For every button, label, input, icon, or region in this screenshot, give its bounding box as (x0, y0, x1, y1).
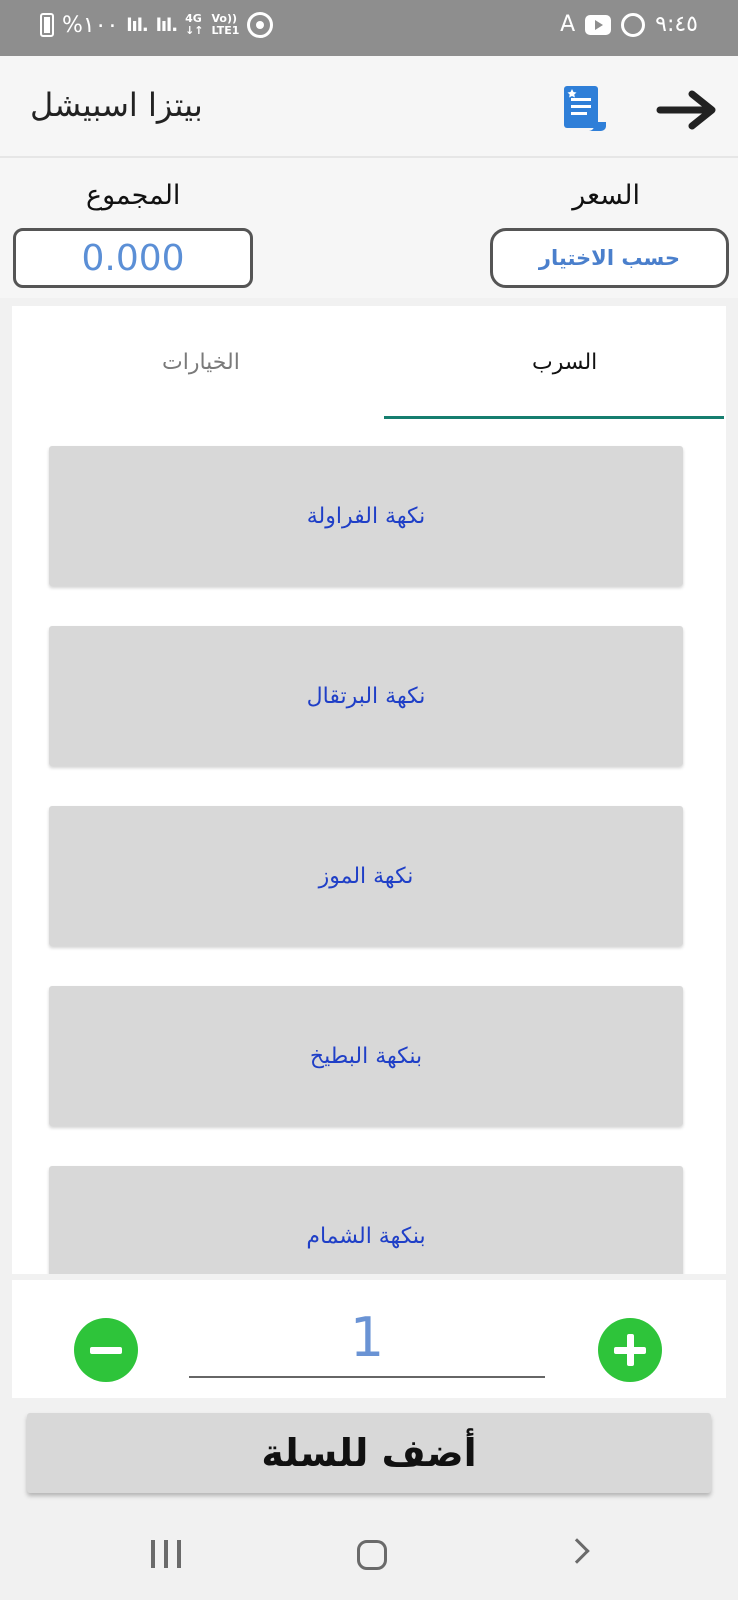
hotspot-icon (247, 12, 273, 38)
home-icon[interactable] (357, 1540, 387, 1570)
option-item[interactable]: نكهة البرتقال (49, 626, 683, 766)
status-bar (0, 0, 738, 56)
option-item[interactable]: بنكهة البطيخ (49, 986, 683, 1126)
minus-button[interactable] (74, 1318, 138, 1382)
back-icon[interactable] (564, 1538, 589, 1563)
status-time: ٩:٤٥ (655, 12, 698, 37)
battery-percent: %١٠٠ (62, 12, 119, 38)
price-label: السعر (572, 180, 640, 211)
signal-icon-2: lıl. (155, 14, 178, 36)
battery-icon (40, 13, 54, 37)
network-type: 4G ↓↑ (185, 12, 204, 37)
option-item[interactable]: نكهة الفراولة (49, 446, 683, 586)
text-size-icon: A (560, 12, 576, 37)
arrow-right-icon[interactable] (656, 88, 718, 132)
tab-indicator (384, 416, 724, 419)
volte-indicator: Vo)) LTE1 (211, 12, 240, 37)
quantity-stepper (12, 1280, 726, 1398)
add-to-cart-button[interactable]: أضف للسلة (27, 1413, 711, 1493)
receipt-icon[interactable] (562, 84, 608, 132)
total-value: 0.000 (13, 228, 253, 288)
recents-icon[interactable] (151, 1540, 181, 1568)
option-item[interactable]: بنكهة الشمام (49, 1166, 683, 1274)
status-right (560, 12, 698, 37)
tab-group[interactable]: السرب (532, 350, 598, 375)
whatsapp-icon (621, 13, 645, 37)
options-panel (12, 306, 726, 1274)
page-title: بيتزا اسبيشل (30, 86, 203, 124)
quantity-input[interactable] (189, 1298, 545, 1378)
total-label: المجموع (86, 180, 181, 211)
system-nav-bar (0, 1512, 738, 1600)
app-bar (0, 56, 738, 158)
summary-section (0, 158, 738, 298)
price-value: حسب الاختيار (490, 228, 729, 288)
tab-options[interactable]: الخيارات (162, 350, 240, 375)
signal-icon: lıl. (126, 14, 148, 36)
status-left (40, 12, 273, 38)
youtube-icon (585, 15, 611, 35)
plus-button[interactable] (598, 1318, 662, 1382)
option-item[interactable]: نكهة الموز (49, 806, 683, 946)
